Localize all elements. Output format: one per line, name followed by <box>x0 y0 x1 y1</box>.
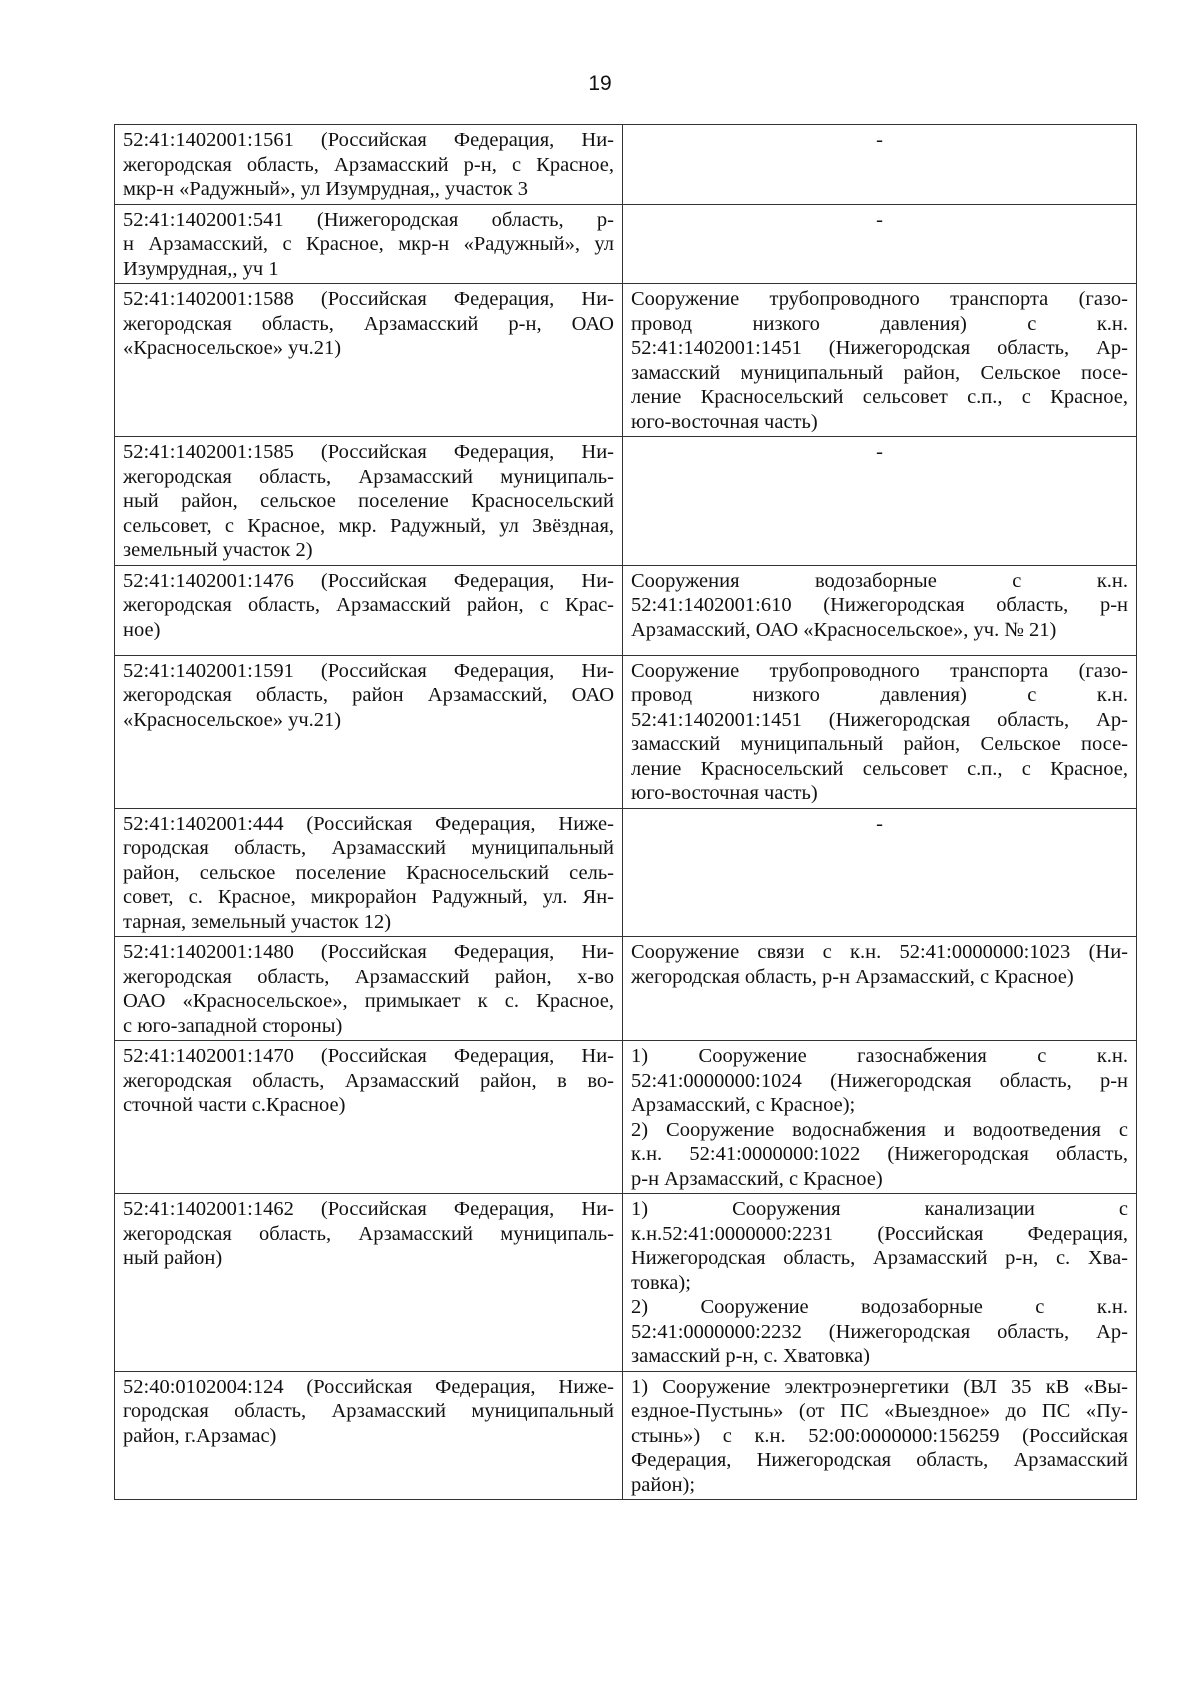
structure-text-line: провод низкого давления) с к.н. <box>631 312 1128 335</box>
parcel-text-line: ный район, сельское поселение Красносельский <box>123 490 614 512</box>
parcel-text-line: 52:41:1402001:541 (Нижегородская область, р- <box>123 208 614 231</box>
structure-text-line: Сооружения водозаборные с к.н. <box>631 569 1128 592</box>
parcel-text-line: ОАО «Красносельское», примыкает к с. Красное, <box>123 990 614 1012</box>
parcel-text-line: 52:41:1402001:1476 (Российская Федерация, Ни- <box>123 569 614 592</box>
structure-text-line: 1) Сооружения канализации с <box>631 1198 1128 1220</box>
structure-cell <box>623 808 1137 937</box>
structure-text-line: Сооружение связи с к.н. 52:41:0000000:1023 (Ни- <box>631 941 1128 963</box>
structure-text-line: 2) Сооружение водоснабжения и водоотведения с <box>631 1118 1128 1141</box>
parcel-cell <box>115 437 623 566</box>
table-row <box>115 655 1137 808</box>
structure-cell <box>623 1194 1137 1372</box>
parcel-text-line: сельсовет, с Красное, мкр. Радужный, ул Звёздная, <box>123 514 614 537</box>
structure-text-line: Арзамасский, с Красное); <box>631 1094 856 1116</box>
structure-text-line: ление Красносельский сельсовет с.п., с Красное, <box>631 757 1128 780</box>
structure-text-line: к.н.52:41:0000000:2231 (Российская Федерация, <box>631 1222 1128 1245</box>
structure-text-line: район); <box>631 1473 696 1496</box>
structure-text-line: - <box>876 441 883 463</box>
structure-text-line: Федерация, Нижегородская область, Арзамасский <box>631 1449 1128 1471</box>
structure-text-line: юго-восточная часть) <box>631 410 818 433</box>
structure-cell <box>623 204 1137 284</box>
structure-text-line: замасский муниципальный район, Сельское посе- <box>631 733 1128 755</box>
structure-text-line: провод низкого давления) с к.н. <box>631 684 1128 706</box>
parcel-cell <box>115 1194 623 1372</box>
table-row <box>115 284 1137 437</box>
structure-text-line: Сооружение трубопроводного транспорта (газо- <box>631 288 1128 310</box>
parcel-text-line: н Арзамасский, с Красное, мкр-н «Радужный», ул <box>123 233 614 255</box>
structure-text-line: жегородская область, р-н Арзамасский, с Красное) <box>631 965 1074 988</box>
parcel-text-line: 52:41:1402001:1462 (Российская Федерация, Ни- <box>123 1198 614 1220</box>
parcel-text-line: Изумрудная,, уч 1 <box>123 257 279 280</box>
parcel-text-line: ное) <box>123 618 161 641</box>
parcels-table <box>114 124 1137 1500</box>
structure-text-line: 52:41:0000000:1024 (Нижегородская область, р-н <box>631 1069 1128 1092</box>
parcel-text-line: жегородская область, Арзамасский район, с Крас- <box>123 594 614 616</box>
table-row <box>115 565 1137 655</box>
table-row <box>115 204 1137 284</box>
parcel-text-line: 52:41:1402001:1480 (Российская Федерация, Ни- <box>123 941 614 963</box>
parcel-cell <box>115 655 623 808</box>
parcel-text-line: «Красносельское» уч.21) <box>123 708 342 731</box>
structure-text-line: юго-восточная часть) <box>631 782 818 804</box>
table-row <box>115 437 1137 566</box>
parcel-text-line: 52:40:0102004:124 (Российская Федерация, Ниже- <box>123 1375 614 1398</box>
parcel-cell <box>115 284 623 437</box>
parcel-text-line: 52:41:1402001:1588 (Российская Федерация, Ни- <box>123 288 614 310</box>
structure-cell <box>623 437 1137 566</box>
structure-cell <box>623 655 1137 808</box>
structure-cell <box>623 1041 1137 1194</box>
parcel-cell <box>115 937 623 1041</box>
table-row <box>115 808 1137 937</box>
structure-text-line: к.н. 52:41:0000000:1022 (Нижегородская область, <box>631 1143 1128 1165</box>
parcel-text-line: городская область, Арзамасский муниципальный <box>123 1400 614 1422</box>
structure-text-line: 52:41:1402001:610 (Нижегородская область, р-н <box>631 594 1128 616</box>
structure-text-line: 2) Сооружение водозаборные с к.н. <box>631 1296 1128 1318</box>
structure-text-line: товка); <box>631 1271 691 1294</box>
parcel-text-line: 52:41:1402001:1585 (Российская Федерация, Ни- <box>123 441 614 463</box>
structure-text-line: ездное-Пустынь» (от ПС «Выездное» до ПС «Пу- <box>631 1400 1128 1422</box>
structure-text-line: - <box>876 129 883 151</box>
structure-cell <box>623 125 1137 205</box>
table-row <box>115 937 1137 1041</box>
parcel-text-line: «Красносельское» уч.21) <box>123 337 342 359</box>
parcel-text-line: жегородская область, район Арзамасский, ОАО <box>123 684 614 706</box>
table-row <box>115 125 1137 205</box>
structure-cell <box>623 565 1137 655</box>
structure-cell <box>623 284 1137 437</box>
parcel-text-line: 52:41:1402001:1561 (Российская Федерация, Ни- <box>123 129 614 151</box>
structure-text-line: замасский р-н, с. Хватовка) <box>631 1345 870 1367</box>
structure-text-line: ление Красносельский сельсовет с.п., с Красное, <box>631 386 1128 408</box>
parcel-text-line: район, г.Арзамас) <box>123 1424 277 1447</box>
parcel-text-line: жегородская область, Арзамасский район, х-во <box>123 965 614 988</box>
structure-cell <box>623 1371 1137 1500</box>
structure-text-line: Нижегородская область, Арзамасский р-н, с. Хва- <box>631 1247 1128 1269</box>
structure-cell <box>623 937 1137 1041</box>
structure-text-line: стынь») с к.н. 52:00:0000000:156259 (Российская <box>631 1424 1128 1447</box>
table-row <box>115 1041 1137 1194</box>
parcel-text-line: земельный участок 2) <box>123 539 313 561</box>
page-number: 19 <box>588 72 612 95</box>
table-row <box>115 1194 1137 1372</box>
parcel-cell <box>115 1041 623 1194</box>
structure-text-line: - <box>876 208 883 231</box>
parcel-cell <box>115 204 623 284</box>
parcel-text-line: жегородская область, Арзамасский район, в во- <box>123 1069 614 1092</box>
parcel-text-line: тарная, земельный участок 12) <box>123 910 392 933</box>
structure-text-line: замасский муниципальный район, Сельское посе- <box>631 361 1128 384</box>
parcel-text-line: жегородская область, Арзамасский муниципаль- <box>123 1222 614 1245</box>
structure-text-line: 52:41:1402001:1451 (Нижегородская область, Ар- <box>631 337 1128 359</box>
structure-text-line: 1) Сооружение электроэнергетики (ВЛ 35 кВ «Вы- <box>631 1375 1128 1398</box>
structure-text-line: 52:41:1402001:1451 (Нижегородская область, Ар- <box>631 708 1128 731</box>
structure-text-line: р-н Арзамасский, с Красное) <box>631 1167 883 1190</box>
parcel-cell <box>115 1371 623 1500</box>
parcel-text-line: район, сельское поселение Красносельский сель- <box>123 861 614 884</box>
parcel-text-line: 52:41:1402001:1591 (Российская Федерация, Ни- <box>123 659 614 682</box>
structure-text-line: - <box>876 812 883 835</box>
parcel-text-line: совет, с. Красное, микрорайон Радужный, ул. Ян- <box>123 886 614 908</box>
structure-text-line: 1) Сооружение газоснабжения с к.н. <box>631 1045 1128 1067</box>
structure-text-line: 52:41:0000000:2232 (Нижегородская область, Ар- <box>631 1320 1128 1343</box>
table-row <box>115 1371 1137 1500</box>
table-body <box>115 125 1137 1500</box>
parcel-text-line: 52:41:1402001:1470 (Российская Федерация, Ни- <box>123 1045 614 1067</box>
parcel-cell <box>115 808 623 937</box>
parcel-text-line: сточной части с.Красное) <box>123 1094 346 1116</box>
parcel-text-line: 52:41:1402001:444 (Российская Федерация, Ниже- <box>123 812 614 835</box>
parcel-text-line: жегородская область, Арзамасский р-н, ОАО <box>123 312 614 335</box>
parcel-text-line: ный район) <box>123 1247 223 1269</box>
parcel-text-line: городская область, Арзамасский муниципальный <box>123 837 614 859</box>
parcel-text-line: с юго-западной стороны) <box>123 1014 343 1037</box>
parcel-cell <box>115 125 623 205</box>
structure-text-line: Арзамасский, ОАО «Красносельское», уч. № 21) <box>631 618 1057 641</box>
parcel-text-line: мкр-н «Радужный», ул Изумрудная,, участок 3 <box>123 178 529 200</box>
parcel-cell <box>115 565 623 655</box>
structure-text-line: Сооружение трубопроводного транспорта (газо- <box>631 659 1128 682</box>
parcel-text-line: жегородская область, Арзамасский муниципаль- <box>123 465 614 488</box>
parcel-text-line: жегородская область, Арзамасский р-н, с Красное, <box>123 153 614 176</box>
